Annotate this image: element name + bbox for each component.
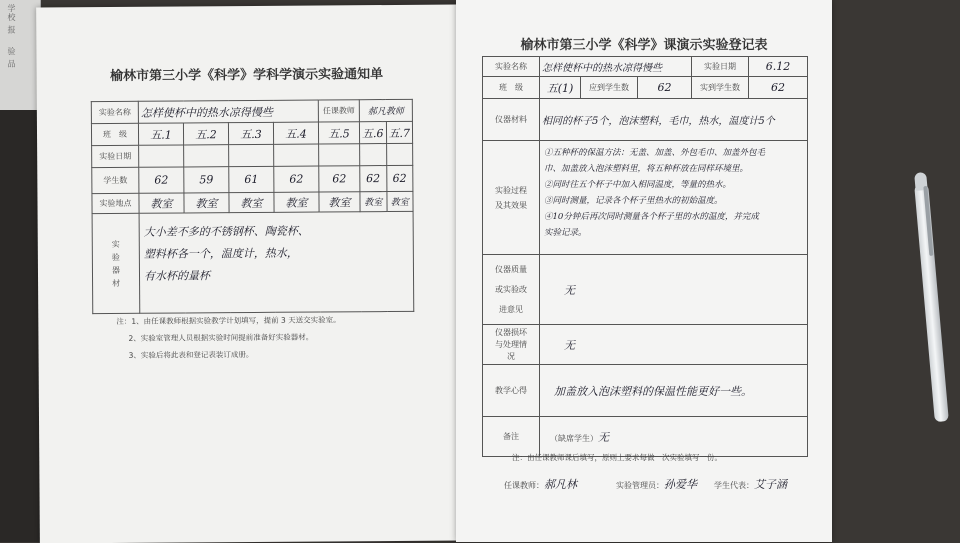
- label-place: 实验地点: [92, 193, 139, 213]
- reg-process-value: [540, 141, 808, 255]
- process-line-4: ③同时测量，记录各个杯子里热水的初始温度。: [544, 196, 723, 206]
- pen: [907, 171, 955, 422]
- process-line-2: 巾、加盖放入泡沫塑料里，将五种杯放在同样环境里。: [544, 164, 749, 174]
- reg-remarks-value: [540, 417, 808, 457]
- sig-teacher-label: 任课教师：: [504, 481, 544, 490]
- reg-label-quality: 仪器质量 或实验改 进意见: [483, 255, 540, 325]
- sig-student-label: 学生代表：: [714, 481, 754, 490]
- reg-reflection-value: 加盖放入泡沫塑料的保温性能更好一些。: [540, 365, 808, 417]
- notice-notes: [116, 311, 341, 364]
- students-7: 62: [386, 165, 413, 191]
- reg-absent-label: （缺席学生）: [550, 433, 598, 443]
- reg-label-reflection: 教学心得: [483, 365, 540, 417]
- sig-admin-label: 实验管理员：: [616, 481, 664, 490]
- process-line-1: ①五种杯的保温方法：无盖、加盖、外包毛巾、加盖外包毛: [544, 148, 766, 158]
- place-1: 教室: [139, 193, 184, 213]
- reg-label-actual: 实到学生数: [691, 77, 748, 99]
- date-cell-1: [139, 145, 184, 167]
- class-6: 五.6: [359, 122, 386, 144]
- date-cell-6: [360, 144, 387, 166]
- edge-paper-text: 学校 报 验 品: [7, 4, 16, 69]
- reg-label-date: 实验日期: [691, 57, 748, 77]
- notice-title: 榆林市第三小学《科学》学科学演示实验通知单: [110, 67, 384, 84]
- reg-class-value: 五(1): [540, 77, 581, 99]
- sig-admin: [616, 476, 697, 492]
- notice-note-2: 2、实验室管理人员根据实验时间提前准备好实验器材。: [128, 332, 314, 343]
- equipment-value: [139, 211, 414, 313]
- students-3: 61: [229, 166, 274, 192]
- equipment-line-3: 有水杯的量杯: [143, 269, 211, 283]
- place-4: 教室: [274, 192, 319, 212]
- reg-expected-value: 62: [638, 77, 692, 99]
- date-cell-7: [386, 143, 413, 165]
- reg-label-name: 实验名称: [483, 57, 540, 77]
- class-1: 五.1: [138, 123, 183, 145]
- reg-label-process: 实验过程 及其效果: [483, 141, 540, 255]
- reg-label-class: 班 级: [483, 77, 540, 99]
- reg-label-damage: 仪器损坏 与处理情 况: [483, 325, 540, 365]
- pen-body: [914, 184, 949, 422]
- sig-teacher: [504, 476, 577, 492]
- place-6: 教室: [360, 192, 387, 212]
- place-7: 教室: [386, 191, 413, 211]
- process-line-5: ④10分钟后再次同时测量各个杯子里的水的温度，并完成: [544, 212, 759, 222]
- experiment-name-value: 怎样使杯中的热水凉得慢些: [138, 100, 318, 123]
- reg-absent-value: 无: [598, 430, 609, 444]
- sig-teacher-value: 郝凡林: [544, 478, 577, 491]
- reg-date-value: 6.12: [748, 57, 807, 77]
- register-title: 榆林市第三小学《科学》课演示实验登记表: [520, 38, 768, 53]
- reg-label-expected: 应到学生数: [581, 77, 638, 99]
- reg-damage-value: 无: [540, 325, 808, 365]
- class-2: 五.2: [183, 123, 228, 145]
- place-5: 教室: [319, 192, 360, 212]
- edge-paper: [0, 0, 41, 110]
- reg-quality-value: 无: [540, 255, 808, 325]
- process-line-6: 实验记录。: [544, 228, 587, 238]
- place-3: 教室: [229, 192, 274, 212]
- place-2: 教室: [184, 193, 229, 213]
- sig-student-value: 艾子涵: [754, 478, 787, 491]
- date-cell-4: [274, 144, 319, 166]
- label-students: 学生数: [92, 167, 139, 193]
- class-5: 五.5: [318, 122, 359, 144]
- notice-sheet: [36, 5, 460, 543]
- class-4: 五.4: [273, 122, 318, 144]
- students-5: 62: [319, 166, 360, 192]
- students-2: 59: [184, 167, 229, 193]
- notice-table: [91, 99, 414, 314]
- equipment-line-2: 塑料杯各一个，温度计，热水，: [143, 246, 298, 261]
- date-cell-3: [229, 144, 274, 166]
- students-4: 62: [274, 166, 319, 192]
- reg-label-materials: 仪器材料: [483, 99, 540, 141]
- label-date: 实验日期: [92, 145, 139, 167]
- notice-note-1: 注：1、由任课教师根据实验教学计划填写，提前 3 天送交实验室。: [116, 315, 341, 326]
- notice-note-3: 3、实验后将此表和登记表装订成册。: [128, 349, 254, 360]
- reg-experiment-name: 怎样使杯中的热水凉得慢些: [540, 57, 692, 77]
- students-1: 62: [139, 167, 184, 193]
- label-equipment: 实 验 器 材: [92, 213, 140, 313]
- class-3: 五.3: [228, 122, 273, 144]
- sig-admin-value: 孙爱华: [664, 478, 697, 491]
- reg-actual-value: 62: [748, 77, 807, 99]
- equipment-line-1: 大小差不多的不锈钢杯、陶瓷杯、: [143, 224, 309, 239]
- label-teacher: 任课教师: [318, 100, 359, 122]
- date-cell-2: [184, 145, 229, 167]
- class-7: 五.7: [386, 121, 413, 143]
- date-cell-5: [319, 144, 360, 166]
- label-experiment-name: 实验名称: [91, 101, 138, 123]
- teacher-value: 郝凡教师: [359, 99, 412, 121]
- label-class: 班 级: [91, 123, 138, 145]
- reg-materials-value: 相同的杯子5个，泡沫塑料，毛巾，热水，温度计5个: [540, 99, 808, 141]
- students-6: 62: [360, 166, 387, 192]
- sig-student: [714, 476, 787, 492]
- register-table: [482, 56, 808, 457]
- process-line-3: ②同时往五个杯子中加入相同温度，等量的热水。: [544, 180, 732, 190]
- reg-label-remarks: 备注: [483, 417, 540, 457]
- register-note: 注：由任课教师课后填写，原则上要求每做一次实验填写一份。: [512, 453, 722, 462]
- register-sheet: [456, 0, 832, 542]
